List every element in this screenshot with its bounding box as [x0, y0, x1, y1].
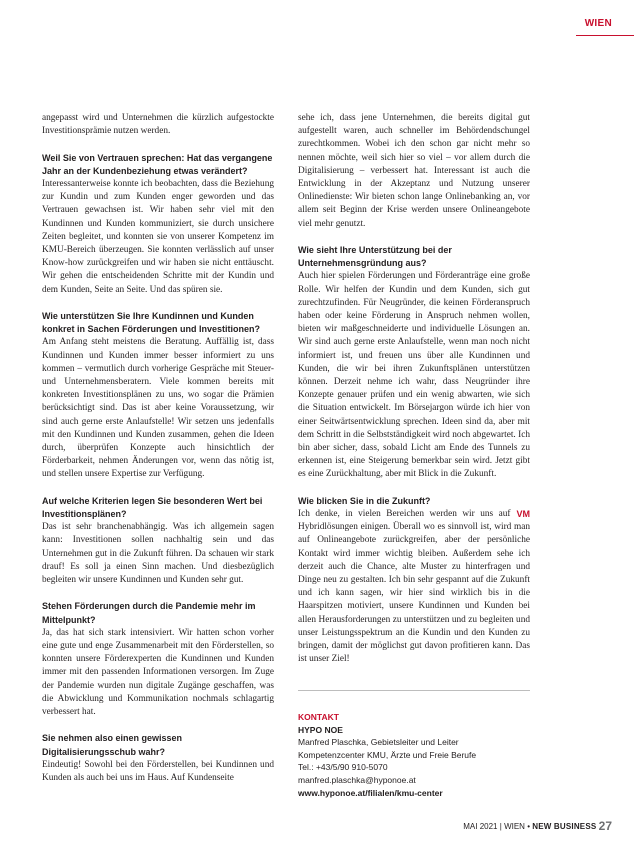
contact-email[interactable]: manfred.plaschka@hyponoe.at [298, 774, 416, 785]
footer-section: WIEN [504, 822, 525, 831]
section-tag-rule [576, 35, 634, 36]
interview-question [298, 244, 530, 270]
interview-answer [42, 178, 274, 297]
interview-question [42, 600, 274, 626]
question-text: Wie unterstützen Sie Ihre Kundinnen und Kunden konkret in Sachen Förderungen und Investitionen? [42, 311, 261, 335]
contact-name: Manfred Plaschka, Gebietsleiter und Leiter [298, 737, 459, 748]
answer-text: Das ist sehr branchenabhängig. Was ich allgemein sagen kann: Investitionen sollen nachhaltig sein und das Unternehmen gut in die Zukunft führen. Da schauen wir stark drauf! Es soll ja einen Sinn machen. Und diesbezüglich begleiten wir unsere Kundinnen und Kunden sehr gut. [42, 522, 274, 586]
footer-brand: NEW BUSINESS [532, 822, 597, 831]
interview-answer [42, 521, 274, 587]
answer-text: Am Anfang steht meistens die Beratung. Auffällig ist, dass Kundinnen und Kunden immer besser informiert zu uns kommen – vermutlich durch vorherige Gespräche mit Steuer- und Unternehmensberatern. Viele kommen bereits mit konkreten Investitionsplänen zu uns, wo sogar die Prämien berücksichtigt sind. Das ist aber keine Voraussetzung, wir sind auch gerne erste Anlaufstelle! Wir setzen uns jedenfalls mit den Kundinnen und Kunden zusammen, gehen die Ideen durch, überprüfen Konzepte auch hinsichtlich der Förderbarkeit, nehmen Änderungen vor, wenn das nötig ist, und stellen unsere Expertise zur Verfügung. [42, 337, 274, 480]
footer-separator: | [499, 822, 505, 831]
answer-text: Ich denke, in vielen Bereichen werden wir uns auf Hybridlösungen einigen. Überall wo es sinnvoll ist, wird man auf Onlineangebote zurückgreifen, aber der persönliche Kontakt wird immer wichtig bleiben. Außerdem sehe ich derzeit auch die Chance, alte Muster zu hinterfragen und Dinge neu zu gestalten. Ich bin sehr gespannt auf die Zukunft und ich kann sagen, wir hier sind wirklich bis in die Haarspitzen motiviert, unsere Kundinnen und Kunden bei allen Herausforderungen zu unterstützen und zu begleiten und unser Leistungsspektrum an die Kundin und den Kunden zu bringen, damit der möglichst gut davon profitieren kann. Das ist unser Ziel! [298, 509, 530, 665]
contact-box [298, 711, 538, 799]
interview-question [42, 152, 274, 178]
interview-answer [42, 759, 274, 785]
footer-issue: MAI 2021 [463, 822, 498, 831]
interview-answer [298, 112, 530, 231]
page-number: 27 [598, 819, 612, 833]
contact-org: HYPO NOE [298, 724, 343, 735]
footer-bullet: • [527, 822, 533, 831]
question-text: Weil Sie von Vertrauen sprechen: Hat das vergangene Jahr an der Kundenbeziehung etwas verändert? [42, 152, 273, 176]
interview-answer [298, 270, 530, 481]
contact-url[interactable]: www.hyponoe.at/filialen/kmu-center [298, 787, 443, 798]
answer-text: sehe ich, dass jene Unternehmen, die bereits digital gut aufgestellt waren, auch schneller im Behördendschungel zurechtkommen. Wobei ich den schon gar nicht mehr so nennen möchte, weil sich hier so viel – vor allem durch die Digitalisierung – verbessert hat. Interessant ist auch die Entwicklung in der Akzeptanz und Nutzung unserer Onlinedienste: Wir bieten schon lange Onlinebanking an, vor allem seit Beginn der Krise werden unsere Onlineangebote viel mehr genutzt. [298, 113, 530, 229]
contact-label: KONTAKT [298, 712, 339, 722]
answer-text: Interessanterweise konnte ich beobachten, dass die Beziehung zur Kundin und zum Kunden enger geworden und das Vertrauen gewachsen ist. Wir haben sehr viel mit den Kundinnen und Kunden kommuniziert, sie durch unsichere Zeiten begleitet, und konnten sie von unserer Kompetenz im KMU-Bereich überzeugen. Sie konnten verlässlich auf unser Know-how zurückgreifen und wir haben sie nicht enttäuscht. Wir gehen die entscheidenden Schritte mit der Kundin und dem Kunden, Seite an Seite. Und das spüren sie. [42, 179, 274, 295]
interview-question [42, 310, 274, 336]
interview-question [42, 732, 274, 758]
answer-text: Ja, das hat sich stark intensiviert. Wir hatten schon vorher eine gute und enge Zusammenarbeit mit den Förderstellen, so konnten unsere Förderexperten die Kundinnen und Kunden immer mit den passenden Informationen versorgen. Im Zuge der Pandemie wurden nun digitale Zugänge geschaffen, was die Abwicklung und Kommunikation nochmals schlagartig verbessert hat. [42, 627, 274, 718]
section-tag: WIEN [584, 18, 612, 29]
question-text: Wie sieht Ihre Unterstützung bei der Unternehmensgründung aus? [298, 245, 452, 269]
question-text: Stehen Förderungen durch die Pandemie mehr im Mittelpunkt? [42, 601, 256, 625]
interview-answer [42, 336, 274, 481]
page-footer [463, 819, 612, 833]
question-text: Auf welche Kriterien legen Sie besonderen Wert bei Investitionsplänen? [42, 495, 263, 520]
interview-question [298, 495, 530, 508]
answer-text: angepasst wird und Unternehmen die kürzlich aufgestockte Investitionsprämie nutzen werden. [42, 113, 274, 137]
interview-answer [42, 112, 274, 138]
question-text: Sie nehmen also einen gewissen Digitalisierungsschub wahr? [42, 733, 183, 757]
answer-text: Auch hier spielen Förderungen und Förderanträge eine große Rolle. Wir helfen der Kundin und dem Kunden, sich gut zurechtzufinden. Für Neugründer, die keinen Förderanspruch haben oder keine Förderung in Anspruch nehmen wollen, bieten wir maßgeschneiderte und individuelle Lösungen an. Wir sind auch gerne erste Anlaufstelle, wenn man noch nicht informiert ist, und freuen uns über alle Kundinnen und Kunden, die wir bei ihren Zukunftsplänen unterstützen können. Derzeit nehme ich wahr, dass Neugründer ihre Konzepte genauer prüfen und ein wenig abwarten, wie sich die Situation entwickelt. Im Börsejargon würde ich hier von einer Seitwärtsentwicklung sprechen. Ideen sind da, aber mit dem Schritt in die Selbstständigkeit wird noch abgewartet. Ich bin aber sicher, dass, sobald Licht am Ende des Tunnels zu erkennen ist, eine Steigerung bemerkbar sein wird. Jetzt gibt es eine Zurückhaltung, aber mit Blick in die Zukunft. [298, 271, 530, 480]
contact-tel: Tel.: +43/5/90 910-5070 [298, 762, 388, 773]
answer-text: Eindeutig! Sowohl bei den Förderstellen, bei Kundinnen und Kunden als auch bei uns im Haus. Auf Kundenseite [42, 759, 274, 784]
question-text: Wie blicken Sie in die Zukunft? [298, 495, 431, 506]
interview-answer [42, 627, 274, 719]
contact-dept: Kompetenzcenter KMU, Ärzte und Freie Berufe [298, 749, 477, 760]
article-column-left [42, 112, 274, 785]
interview-question [42, 495, 274, 521]
interview-answer [298, 508, 530, 666]
article-column-right [298, 112, 530, 667]
contact-divider [298, 690, 530, 691]
author-signature: VM [516, 509, 530, 520]
